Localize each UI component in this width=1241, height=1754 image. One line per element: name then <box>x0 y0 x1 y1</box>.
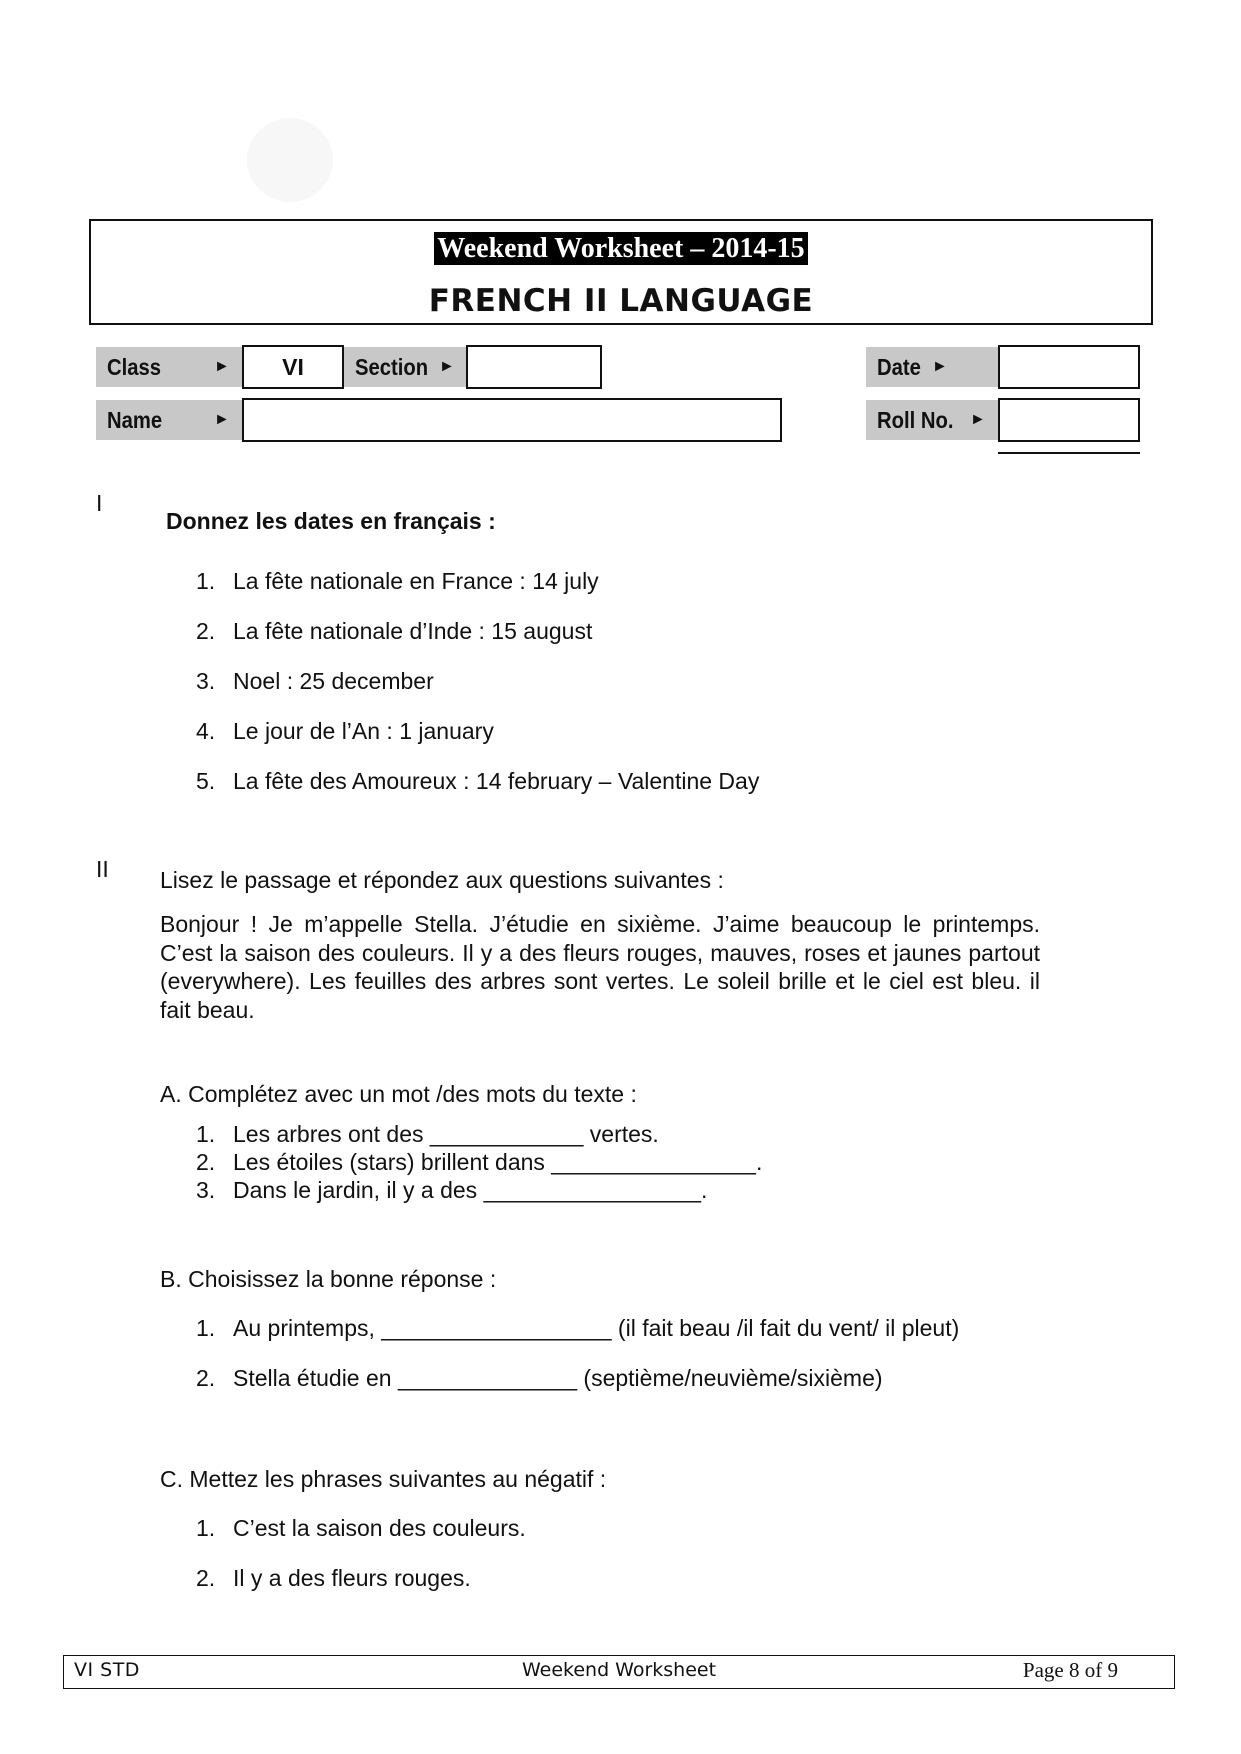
section-i-numeral: I <box>96 490 103 516</box>
date-label: Date ► <box>866 347 998 387</box>
name-label: Name ► <box>96 400 242 440</box>
page-footer <box>63 1655 1175 1689</box>
class-label: Class ► <box>96 347 242 387</box>
part-a-heading: A. Complétez avec un mot /des mots du texte : <box>160 1081 637 1107</box>
section-i-instruction: Donnez les dates en français : <box>166 508 496 534</box>
header-box <box>89 219 1153 325</box>
arrow-icon: ► <box>214 411 230 428</box>
date-field[interactable] <box>998 345 1140 389</box>
arrow-icon: ► <box>932 358 948 375</box>
reading-passage: Bonjour ! Je m’appelle Stella. J’étudie en sixième. J’aime beaucoup le printemps. C’est la saison des couleurs. Il y a des fleurs rouges, mauves, roses et jaunes partout (everywhere). Les feuilles des arbres sont vertes. Le soleil brille et le ciel est bleu. il fait beau. <box>160 911 1040 1023</box>
footer-title: Weekend Worksheet <box>521 1659 717 1681</box>
rollno-underline <box>998 452 1140 454</box>
arrow-icon: ► <box>214 358 230 375</box>
section-ii-numeral: II <box>96 856 109 882</box>
rollno-field[interactable] <box>998 398 1140 442</box>
school-logo-watermark <box>247 118 333 202</box>
section-ii-instruction: Lisez le passage et répondez aux questions suivantes : <box>160 867 724 893</box>
footer-class: VI STD <box>74 1659 140 1681</box>
footer-page-number: Page 8 of 9 <box>1022 1658 1118 1682</box>
section-field[interactable] <box>466 345 602 389</box>
rollno-label: Roll No. ► <box>866 400 998 440</box>
arrow-icon: ► <box>439 358 455 375</box>
part-c-heading: C. Mettez les phrases suivantes au négatif : <box>160 1466 607 1492</box>
subject-title: FRENCH II LANGUAGE <box>428 283 814 319</box>
name-field[interactable] <box>242 398 782 442</box>
section-label: Section ► <box>344 347 466 387</box>
arrow-icon: ► <box>970 411 986 428</box>
class-field[interactable]: VI <box>242 345 344 389</box>
worksheet-title-text: Weekend Worksheet – 2014-15 <box>434 232 807 265</box>
part-b-heading: B. Choisissez la bonne réponse : <box>160 1266 497 1292</box>
worksheet-title <box>91 233 1151 265</box>
